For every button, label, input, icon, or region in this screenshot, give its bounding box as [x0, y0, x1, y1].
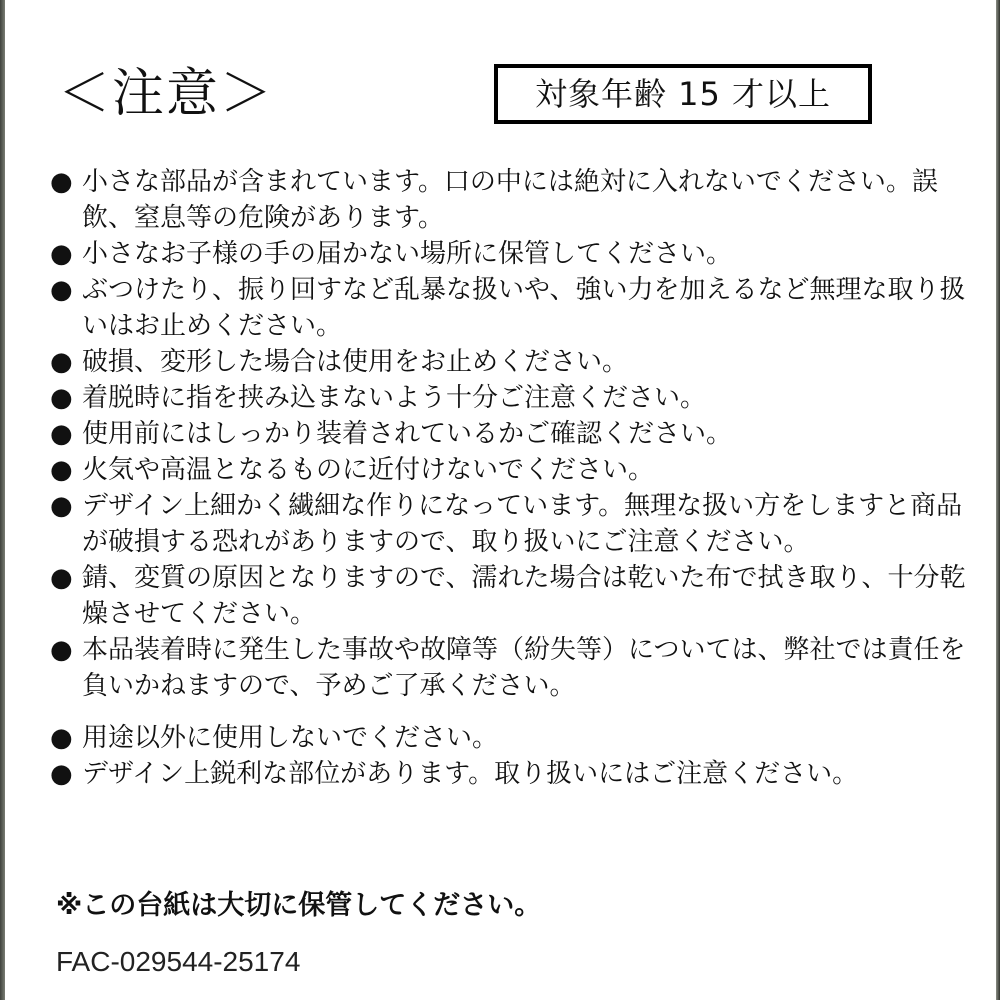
warning-text: 小さなお子様の手の届かない場所に保管してください。: [82, 239, 733, 269]
bullet-icon: ●: [50, 239, 73, 269]
storage-note: ※この台紙は大切に保管してください。: [56, 890, 542, 921]
warning-item: [50, 164, 980, 236]
bullet-icon: ●: [50, 275, 73, 305]
bullet-icon: ●: [50, 347, 73, 377]
warning-text: 小さな部品が含まれています。口の中には絶対に入れないでください。誤飲、窒息等の危険があります。: [82, 167, 938, 233]
warning-text: 本品装着時に発生した事故や故障等（紛失等）については、弊社では責任を負いかねますので、予めご了承ください。: [82, 635, 966, 701]
bullet-icon: ●: [50, 563, 73, 593]
warning-text: デザイン上鋭利な部位があります。取り扱いにはご注意ください。: [82, 759, 859, 789]
warning-text: ぶつけたり、振り回すなど乱暴な扱いや、強い力を加えるなど無理な取り扱いはお止めください。: [82, 275, 966, 341]
bullet-icon: ●: [50, 383, 73, 413]
left-edge-shadow: [0, 0, 5, 1000]
caution-heading: ＜注意＞: [58, 64, 275, 124]
bullet-icon: ●: [50, 759, 73, 789]
product-code: FAC-029544-25174: [56, 946, 301, 977]
warning-item: [50, 720, 980, 756]
warning-text: 火気や高温となるものに近付けないでください。: [82, 455, 655, 485]
warning-text: 錆、変質の原因となりますので、濡れた場合は乾いた布で拭き取り、十分乾燥させてください。: [82, 563, 966, 629]
warning-item: [50, 380, 980, 416]
warning-text: 着脱時に指を挟み込まないよう十分ご注意ください。: [82, 383, 707, 413]
warning-item: [50, 452, 980, 488]
warning-item: [50, 272, 980, 344]
warning-item: [50, 236, 980, 272]
warning-item: [50, 488, 980, 560]
bullet-icon: ●: [50, 491, 73, 521]
bullet-icon: ●: [50, 455, 73, 485]
bullet-icon: ●: [50, 167, 73, 197]
bullet-icon: ●: [50, 419, 73, 449]
warning-text: デザイン上細かく繊細な作りになっています。無理な扱い方をしますと商品が破損する恐れがありますので、取り扱いにご注意ください。: [82, 491, 963, 557]
warning-item: [50, 560, 980, 632]
right-edge-shadow: [996, 0, 1000, 1000]
bullet-icon: ●: [50, 635, 73, 665]
warning-item: [50, 756, 980, 792]
warning-item: [50, 632, 980, 704]
age-notice-box: 対象年齢 15 才以上: [494, 64, 872, 124]
warning-item: [50, 344, 980, 380]
warning-text: 使用前にはしっかり装着されているかご確認ください。: [82, 419, 733, 449]
warning-list: [50, 164, 980, 792]
bullet-icon: ●: [50, 723, 73, 753]
warning-text: 破損、変形した場合は使用をお止めください。: [82, 347, 629, 377]
warning-text: 用途以外に使用しないでください。: [82, 723, 499, 753]
warning-item: [50, 416, 980, 452]
